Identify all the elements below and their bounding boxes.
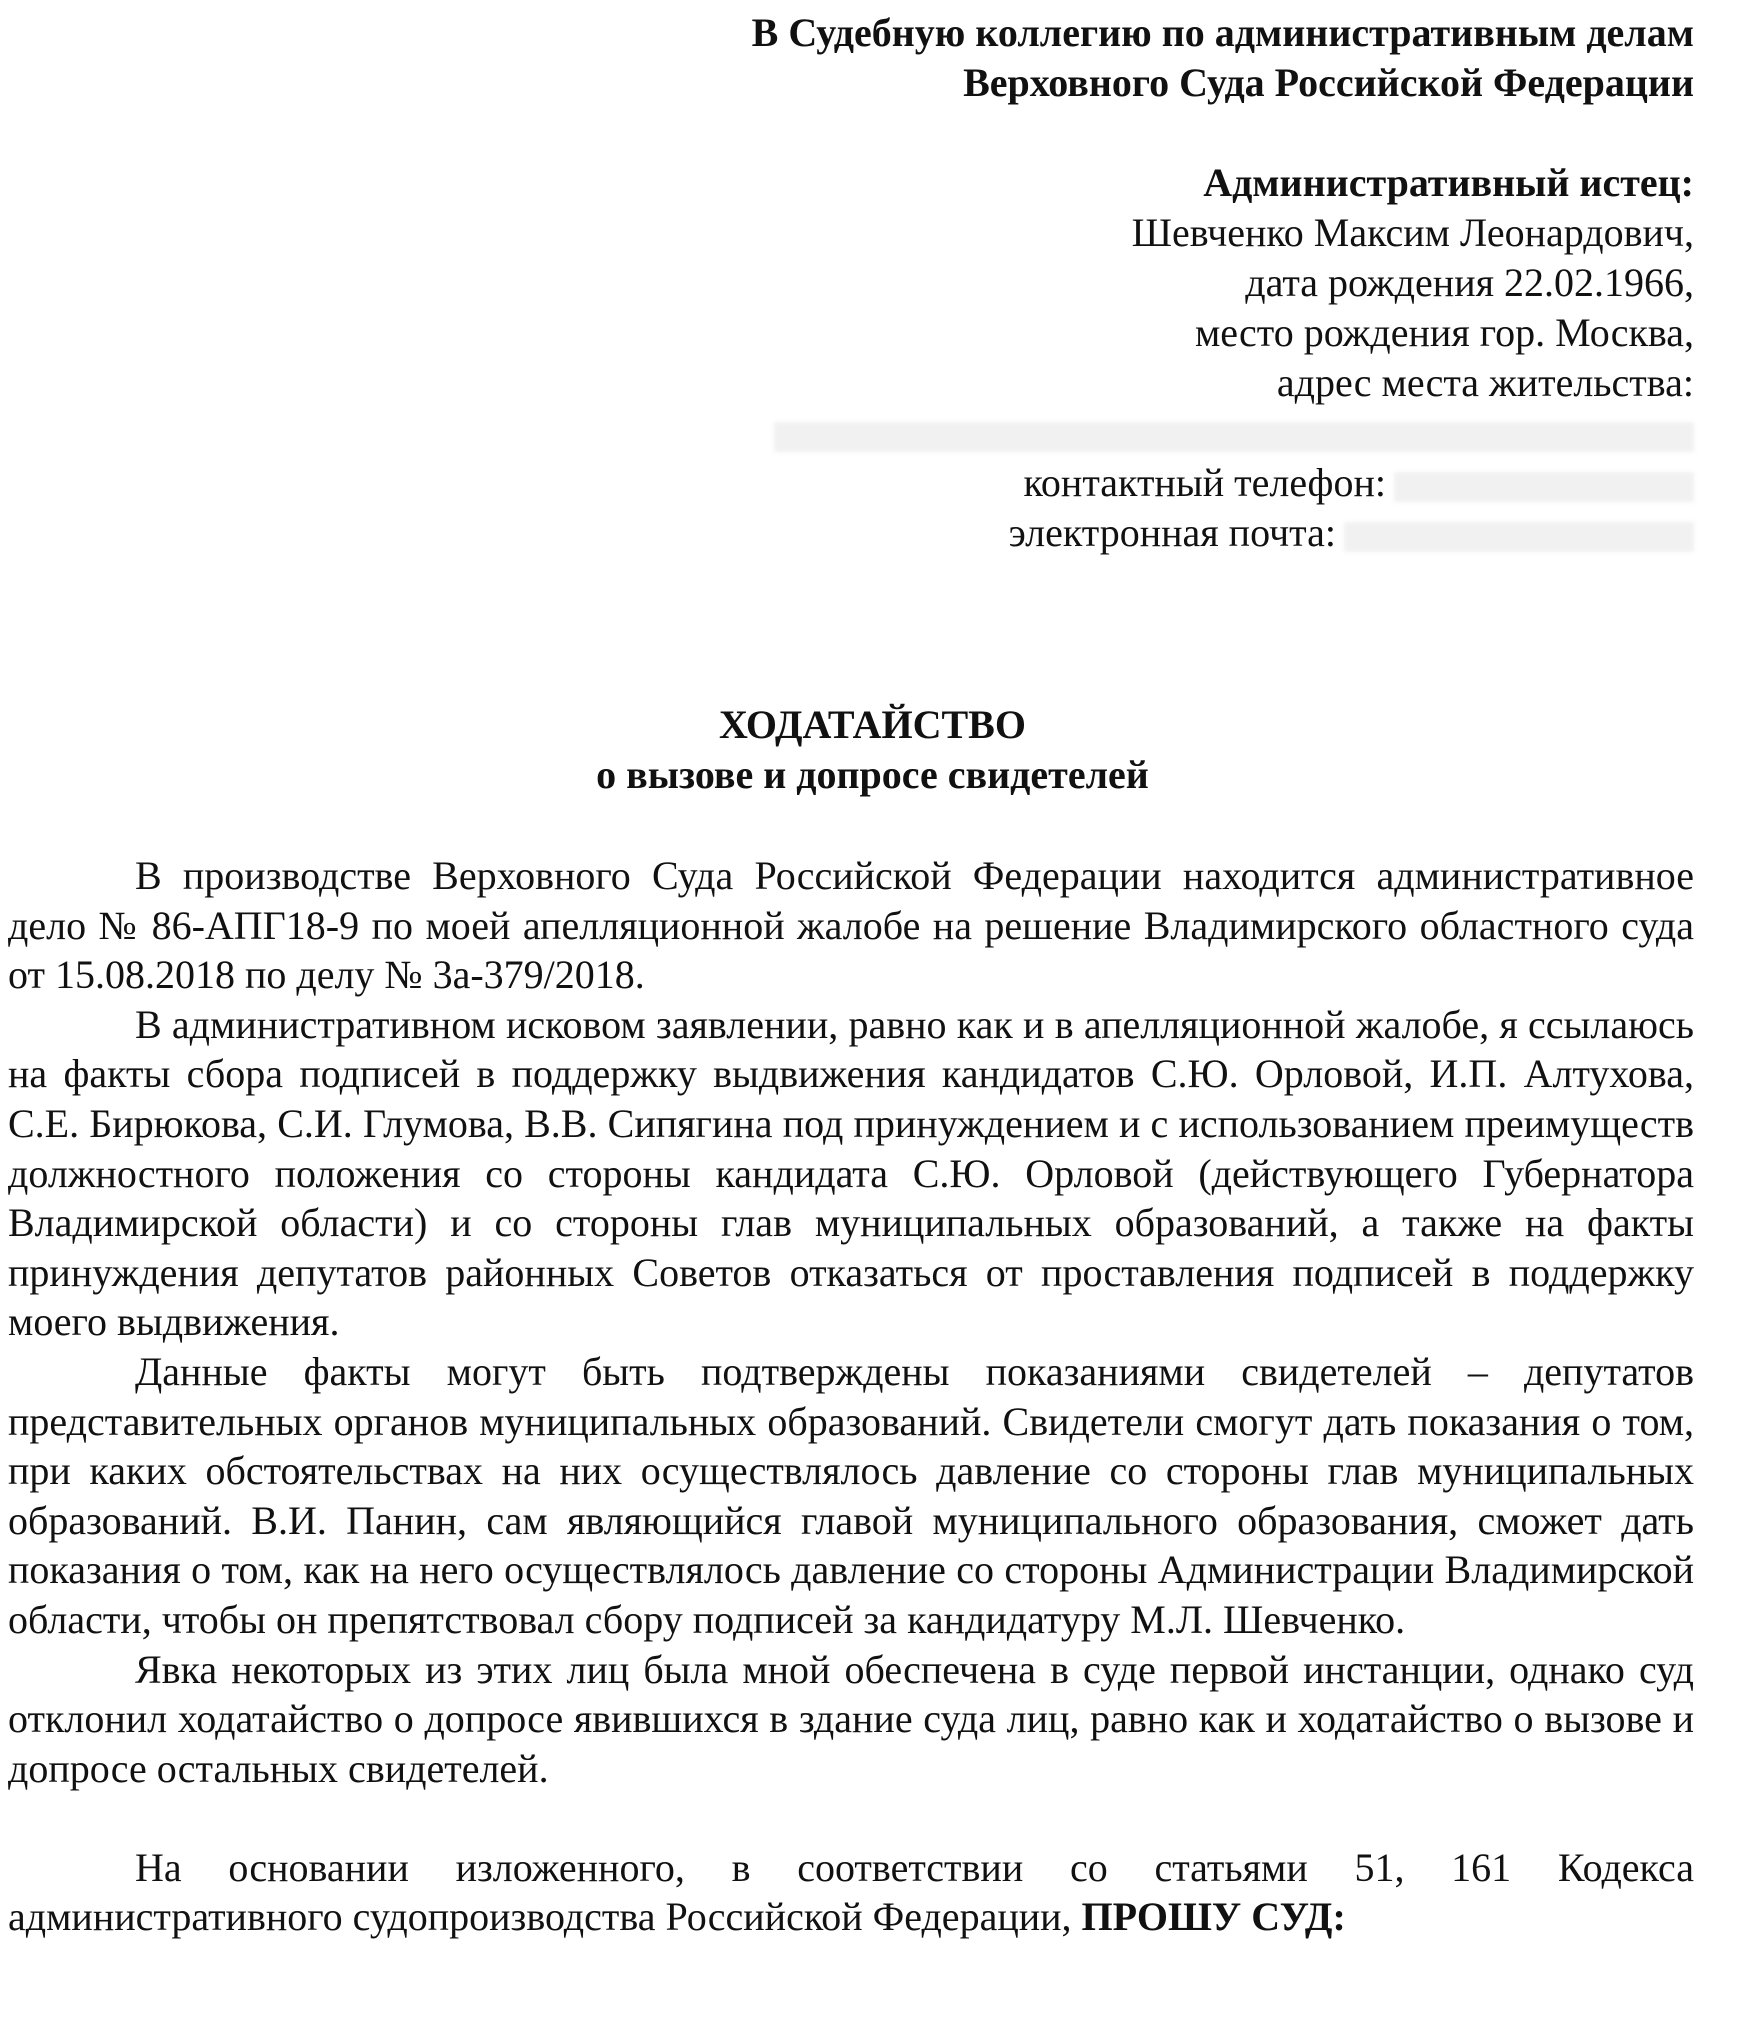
paragraph-1: В производстве Верховного Суда Российской Федерации находится административное дело № 86-АПГ18-9 по моей апелляционной жалобе на решение Владимирского областного суда от 15.08.2018 по делу № 3а-379/2018. xyxy=(8,853,1694,998)
address-redacted xyxy=(774,422,1694,452)
request-heading: ПРОШУ СУД: xyxy=(1081,1894,1346,1940)
recipient-line-1: В Судебную коллегию по административным делам xyxy=(751,10,1694,55)
phone-row xyxy=(752,458,1694,508)
header-spacer xyxy=(752,108,1694,158)
birth-date: дата рождения 22.02.1966, xyxy=(1245,260,1694,305)
plaintiff-label: Административный истец: xyxy=(1203,160,1694,205)
document-title: ХОДАТАЙСТВО xyxy=(719,702,1026,747)
paragraph-4: Явка некоторых из этих лиц была мной обеспечена в суде первой инстанции, однако суд отклонил ходатайство о допросе явившихся в здание суда лиц, равно как и ходатайство о вызове и допросе остальных свидетелей. xyxy=(8,1646,1694,1791)
address-label: адрес места жительства: xyxy=(1276,360,1694,405)
birth-place: место рождения гор. Москва, xyxy=(1194,310,1694,355)
document-header xyxy=(752,8,1694,558)
paragraph-3: Данные факты могут быть подтверждены показаниями свидетелей – депутатов представительных органов муниципальных образований. Свидетели смогут дать показания о том, при каких обстоятельствах на них осуществлялось давление со стороны глав муниципальных образований. В.И. Панин, сам являющийся главой муниципального образования, сможет дать показания о том, как на него осуществлялось давление со стороны Администрации Владимирской области, чтобы он препятствовал сбору подписей за кандидатуру М.Л. Шевченко. xyxy=(8,1348,1694,1642)
plaintiff-name: Шевченко Максим Леонардович, xyxy=(1131,210,1694,255)
paragraph-5 xyxy=(8,1843,1694,1942)
document-subtitle: о вызове и допросе свидетелей xyxy=(596,752,1149,797)
email-redacted xyxy=(1344,522,1694,552)
paragraph-5-text: На основании изложенного, в соответствии со статьями 51, 161 Кодекса административного судопроизводства Российской Федерации, xyxy=(8,1844,1694,1940)
email-label: электронная почта: xyxy=(1008,510,1336,555)
recipient-line-2: Верховного Суда Российской Федерации xyxy=(963,60,1694,105)
document-body xyxy=(8,851,1694,1942)
paragraph-2: В административном исковом заявлении, равно как и в апелляционной жалобе, я ссылаюсь на факты сбора подписей в поддержку выдвижения кандидатов С.Ю. Орловой, И.П. Алтухова, С.Е. Бирюкова, С.И. Глумова, В.В. Сипягина под принуждением и с использованием преимуществ должностного положения со стороны кандидата С.Ю. Орловой (действующего Губернатора Владимирской области) и со стороны глав муниципальных образований, а также на факты принуждения депутатов районных Советов отказаться от проставления подписей в поддержку моего выдвижения. xyxy=(8,1001,1694,1345)
address-redacted-row xyxy=(752,408,1694,458)
phone-redacted xyxy=(1394,472,1694,502)
phone-label: контактный телефон: xyxy=(1023,460,1386,505)
document-title-block xyxy=(0,700,1745,800)
email-row xyxy=(752,508,1694,558)
